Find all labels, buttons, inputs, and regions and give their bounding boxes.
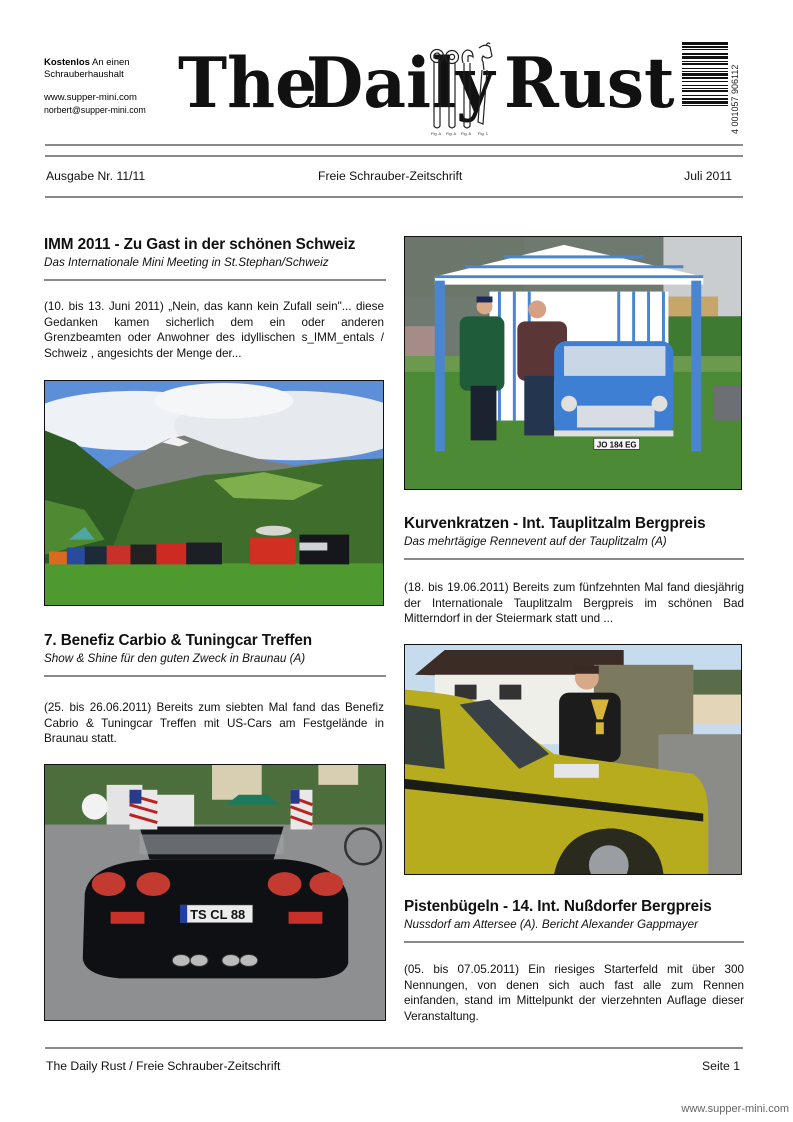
license-plate: TS CL 88 xyxy=(190,906,246,922)
promo-line xyxy=(44,57,174,69)
barcode-bar xyxy=(682,81,728,82)
footer-rule xyxy=(45,1047,743,1049)
barcode-bar xyxy=(682,53,728,55)
photo-graphic xyxy=(45,765,385,1020)
article-nussdorfer-bergpreis xyxy=(404,898,744,931)
issue-tagline: Freie Schrauber-Zeitschrift xyxy=(318,169,463,183)
article-rule xyxy=(44,675,386,677)
page-number: Seite 1 xyxy=(702,1059,740,1073)
article-rule xyxy=(44,279,386,281)
barcode-bar xyxy=(682,90,728,92)
barcode-bar xyxy=(682,98,728,100)
barcode-bar xyxy=(682,56,728,59)
article-body: (10. bis 13. Juni 2011) „Nein, das kann kein Zufall sein"... diese Gedanken kamen sicherlich dem ein oder anderen Grenzbeamten oder Anwohner des idyllischen s_IMM_entals / Schweiz , angesichts der Menge der... xyxy=(44,300,384,360)
article-body: (25. bis 26.06.2011) Bereits zum siebten Mal fand das Benefiz Cabrio & Tuningcar Treffen mit US-Cars am Festgelände in Braunau statt. xyxy=(44,701,384,745)
corvette-rear-photo[interactable] xyxy=(44,764,386,1021)
license-plate: JO 184 EG xyxy=(596,440,637,450)
barcode-bar xyxy=(682,88,728,89)
article-title[interactable]: Pistenbügeln - 14. Int. Nußdorfer Bergpreis xyxy=(404,898,712,915)
promo-text: An einen xyxy=(89,57,130,68)
masthead-rule-1 xyxy=(45,144,743,146)
photo-graphic xyxy=(405,237,741,489)
watermark-url[interactable]: www.supper-mini.com xyxy=(681,1103,789,1115)
article-imm-2011 xyxy=(44,236,386,269)
barcode xyxy=(682,42,740,134)
mountain-valley-minis-photo[interactable] xyxy=(44,380,384,606)
issue-date: Juli 2011 xyxy=(684,169,732,183)
barcode-bars xyxy=(682,42,728,106)
issue-bar-rule xyxy=(45,196,743,198)
barcode-bar xyxy=(682,46,728,48)
footer-title: The Daily Rust / Freie Schrauber-Zeitschrift xyxy=(46,1059,281,1073)
barcode-bar xyxy=(682,105,728,106)
article-title[interactable]: 7. Benefiz Carbio & Tuningcar Treffen xyxy=(44,632,312,649)
issue-bar xyxy=(45,169,743,185)
tool-label: Fig. 1 xyxy=(478,131,489,136)
barcode-bar xyxy=(682,85,728,86)
article-title[interactable]: Kurvenkratzen - Int. Tauplitzalm Bergpreis xyxy=(404,515,706,532)
promo-block xyxy=(44,57,174,116)
article-tauplitzalm-bergpreis xyxy=(404,515,744,548)
article-rule xyxy=(404,941,744,943)
barcode-bar xyxy=(682,49,728,50)
barcode-bar xyxy=(682,95,728,96)
article-benefiz-treffen xyxy=(44,632,386,665)
barcode-number: 4 001057 906112 xyxy=(730,64,740,134)
barcode-bar xyxy=(682,63,728,65)
article-title[interactable]: IMM 2011 - Zu Gast in der schönen Schweiz xyxy=(44,236,356,253)
logo-word-the: The xyxy=(178,42,318,124)
blue-mini-tent-photo[interactable] xyxy=(404,236,742,490)
photo-graphic xyxy=(45,381,383,605)
barcode-bar xyxy=(682,101,728,104)
logo-word-daily: Daily xyxy=(306,42,495,124)
barcode-graphic xyxy=(682,42,740,134)
tool-label: Fig. A xyxy=(431,131,442,136)
yellow-car-trophy-photo[interactable] xyxy=(404,644,742,875)
barcode-bar xyxy=(682,77,728,79)
article-subtitle: Das mehrtägige Rennevent auf der Tauplitzalm (A) xyxy=(404,535,667,548)
promo-bold: Kostenlos xyxy=(44,57,90,68)
barcode-bar xyxy=(682,61,728,62)
us-flag-icon xyxy=(130,790,158,830)
article-subtitle: Das Internationale Mini Meeting in St.Stephan/Schweiz xyxy=(44,256,329,269)
article-body: (05. bis 07.05.2011) Ein riesiges Starterfeld mit über 300 Nennungen, von denen sich auch fast alle zum Rennen einfanden, stand im Mittelpunkt der vierzehnten Auflage dieser Veranstaltung. xyxy=(404,963,744,1023)
article-subtitle: Nussdorf am Attersee (A). Bericht Alexander Gappmayer xyxy=(404,918,699,931)
email-link[interactable]: norbert@supper-mini.com xyxy=(44,105,146,115)
tool-label: Fig. A xyxy=(446,131,457,136)
barcode-bar xyxy=(682,73,728,76)
wrench-tools-icon xyxy=(428,42,498,138)
website-link[interactable]: www.supper-mini.com xyxy=(44,92,137,103)
us-flag-icon xyxy=(291,790,313,830)
article-subtitle: Show & Shine für den guten Zweck in Braunau (A) xyxy=(44,652,306,665)
promo-line-2: Schrauberhaushalt xyxy=(44,69,124,80)
masthead-logo xyxy=(174,38,675,142)
article-rule xyxy=(404,558,744,560)
logo-word-rust: Rust xyxy=(504,42,675,124)
barcode-bar xyxy=(682,42,728,45)
masthead-rule-2 xyxy=(45,155,743,157)
issue-number: Ausgabe Nr. 11/11 xyxy=(46,169,146,183)
barcode-bar xyxy=(682,71,728,72)
blue-mini-car xyxy=(554,341,673,449)
photo-graphic xyxy=(405,645,741,874)
article-body: (18. bis 19.06.2011) Bereits zum fünfzehnten Mal fand diesjährig der Internationale Tauplitzalm Bergpreis im schönen Bad Mitterndorf in der Steiermark statt und ... xyxy=(404,581,744,625)
barcode-bar xyxy=(682,68,728,69)
tool-label: Fig. A xyxy=(461,131,472,136)
